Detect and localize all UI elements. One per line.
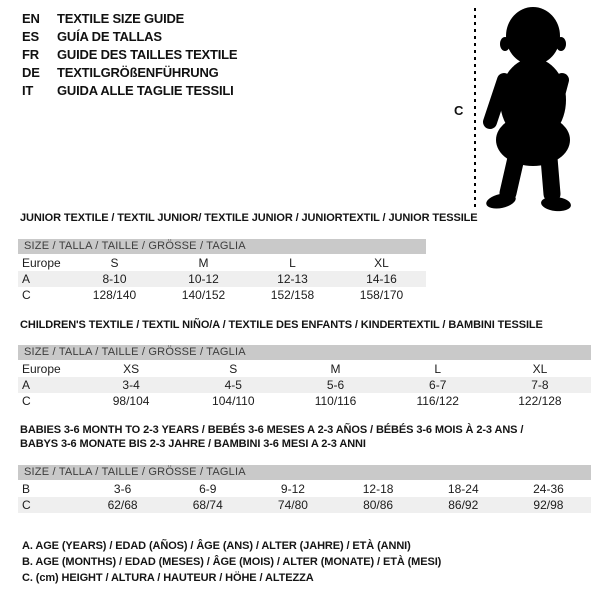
table-cell: 5-6	[326, 378, 345, 392]
table-cell: XS	[123, 362, 140, 376]
size-header-bar: SIZE / TALLA / TAILLE / GRÖSSE / TAGLIA	[18, 345, 591, 360]
table-cell: L	[434, 362, 442, 376]
table-cell: 122/128	[518, 394, 562, 408]
row-label: Europe	[22, 362, 61, 376]
table-cell: 80/86	[363, 498, 394, 512]
babies-textile-table	[18, 423, 591, 513]
table-cell: S	[110, 256, 119, 270]
table-row-height	[18, 497, 591, 513]
table-cell: 10-12	[188, 272, 219, 286]
table-title: JUNIOR TEXTILE / TEXTIL JUNIOR/ TEXTILE JUNIOR / JUNIORTEXTIL / JUNIOR TESSILE	[20, 212, 478, 224]
size-header-bar: SIZE / TALLA / TAILLE / GRÖSSE / TAGLIA	[18, 239, 426, 254]
language-code: DE	[22, 64, 40, 80]
table-cell: 110/116	[314, 394, 357, 408]
table-cell: 7-8	[531, 378, 549, 392]
children-textile-table	[18, 318, 591, 409]
table-row-europe	[18, 255, 426, 271]
table-cell: M	[198, 256, 209, 270]
row-label: A	[22, 272, 31, 286]
table-cell: 104/110	[212, 394, 255, 408]
language-title: TEXTILGRÖßENFÜHRUNG	[57, 64, 219, 80]
table-cell: XL	[532, 362, 548, 376]
row-label: C	[22, 394, 31, 408]
language-code: IT	[22, 82, 34, 98]
measurement-figure	[448, 0, 600, 215]
table-row-europe	[18, 361, 591, 377]
table-cell: 98/104	[112, 394, 150, 408]
table-title-line1: BABIES 3-6 MONTH TO 2-3 YEARS / BEBÉS 3-6 MESES A 2-3 AÑOS / BÉBÉS 3-6 MOIS À 2-3 ANS /	[20, 424, 524, 436]
language-title: GUÍA DE TALLAS	[57, 28, 162, 44]
table-cell: 8-10	[102, 272, 127, 286]
table-row-age-months	[18, 481, 591, 497]
table-row-height	[18, 393, 591, 409]
table-cell: 6-7	[429, 378, 447, 392]
table-title: CHILDREN'S TEXTILE / TEXTIL NIÑO/A / TEXTILE DES ENFANTS / KINDERTEXTIL / BAMBINI TESSILE	[20, 319, 543, 331]
row-label: C	[22, 498, 31, 512]
table-cell: XL	[374, 256, 389, 270]
language-row-it	[22, 81, 237, 99]
table-cell: 24-36	[533, 482, 564, 496]
table-cell: 158/170	[359, 288, 404, 302]
table-cell: 68/74	[192, 498, 223, 512]
table-cell: 92/98	[533, 498, 564, 512]
legend-footnotes	[22, 538, 441, 586]
table-row-height	[18, 287, 426, 303]
language-title: GUIDE DES TAILLES TEXTILE	[57, 46, 238, 62]
language-row-de	[22, 63, 237, 81]
language-code: FR	[22, 46, 39, 62]
language-row-en	[22, 9, 237, 27]
table-cell: 3-6	[113, 482, 132, 496]
language-row-fr	[22, 45, 237, 63]
table-cell: 9-12	[280, 482, 305, 496]
table-row-age	[18, 271, 426, 287]
language-code: EN	[22, 10, 40, 26]
row-label: Europe	[22, 256, 61, 270]
language-title: GUIDA ALLE TAGLIE TESSILI	[57, 82, 234, 98]
language-code: ES	[22, 28, 39, 44]
row-label: A	[22, 378, 31, 392]
table-cell: 18-24	[447, 482, 479, 496]
table-cell: M	[330, 362, 341, 376]
baby-silhouette-icon	[480, 0, 600, 215]
table-cell: 4-5	[224, 378, 242, 392]
height-dashed-line	[474, 8, 476, 208]
table-cell: 116/122	[416, 394, 459, 408]
table-cell: 14-16	[366, 272, 397, 286]
table-cell: 6-9	[199, 482, 217, 496]
table-cell: L	[289, 256, 296, 270]
table-cell: 12-13	[277, 272, 308, 286]
table-title-line2: BABYS 3-6 MONATE BIS 2-3 JAHRE / BAMBINI 3-6 MESI A 2-3 ANNI	[20, 438, 366, 450]
language-title: TEXTILE SIZE GUIDE	[57, 10, 185, 26]
table-cell: 140/152	[181, 288, 226, 302]
table-cell: S	[229, 362, 238, 376]
table-cell: 152/158	[270, 288, 315, 302]
row-label: C	[22, 288, 31, 302]
footnote-height: C. (cm) HEIGHT / ALTURA / HAUTEUR / HÖHE / ALTEZZA	[22, 572, 314, 584]
footnote-age-years: A. AGE (YEARS) / EDAD (AÑOS) / ÂGE (ANS) / ALTER (JAHRE) / ETÀ (ANNI)	[22, 540, 411, 552]
table-cell: 12-18	[362, 482, 394, 496]
language-row-es	[22, 27, 237, 45]
language-title-list	[22, 9, 237, 99]
height-measure-label: C	[454, 103, 464, 118]
footnote-age-months: B. AGE (MONTHS) / EDAD (MESES) / ÂGE (MOIS) / ALTER (MONATE) / ETÀ (MESI)	[22, 556, 442, 568]
table-cell: 3-4	[122, 378, 140, 392]
table-cell: 74/80	[277, 498, 308, 512]
size-header-bar: SIZE / TALLA / TAILLE / GRÖSSE / TAGLIA	[18, 465, 591, 480]
table-cell: 128/140	[92, 288, 137, 302]
table-cell: 62/68	[107, 498, 138, 512]
row-label: B	[22, 482, 31, 496]
junior-textile-table	[18, 211, 478, 303]
table-row-age	[18, 377, 591, 393]
table-cell: 86/92	[448, 498, 479, 512]
